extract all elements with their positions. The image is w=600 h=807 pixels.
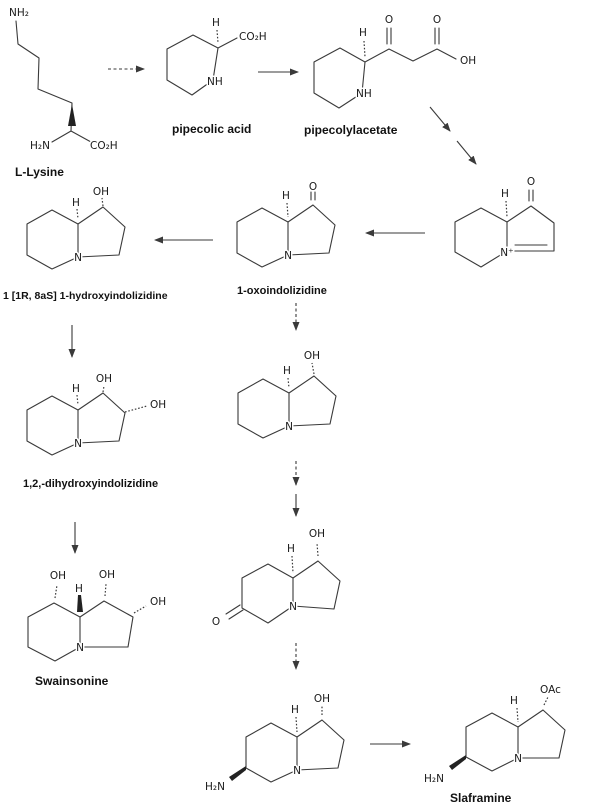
pipecolylacetate-stereo-bond <box>364 41 365 57</box>
oxoindolizidine-n-label: N <box>284 250 292 262</box>
hydroxyindolizidine2-oh-label: OH <box>303 350 321 362</box>
hydroxyindolizidine2-pentagon <box>289 376 336 426</box>
oxoindolizidine-hexagon <box>237 208 288 267</box>
swainsonine-oh2-stereo-bond <box>134 606 146 613</box>
dihydroxyindolizidine-pentagon <box>78 393 125 443</box>
l-lysine-h2n-label: H₂N <box>30 140 50 152</box>
structure-iminium-intermediate <box>455 176 554 267</box>
iminium-h-label: H <box>501 188 509 200</box>
l-lysine-wedge-bond <box>68 104 76 126</box>
amino-hydroxy-h-label: H <box>291 704 299 716</box>
oxoindolizidine-h-label: H <box>282 190 290 202</box>
dihydroxyindolizidine-n-label: N <box>74 438 82 450</box>
l-lysine-name: L-Lysine <box>15 165 64 179</box>
swainsonine-h-wedge-bond <box>77 595 83 612</box>
oxo-hydroxy-ketone-double-bond <box>226 605 243 619</box>
pipecolic-acid-stereo-bond <box>217 30 218 43</box>
dihydroxyindolizidine-oh2-stereo-bond <box>125 406 147 412</box>
reaction-arrows <box>72 69 476 744</box>
pipecolylacetate-nh-label: NH <box>356 88 372 100</box>
slaframine-hexagon <box>466 713 518 771</box>
hydroxyindolizidine2-h-label: H <box>283 365 291 377</box>
structure-1-hydroxyindolizidine <box>3 186 168 302</box>
pipecolic-acid-nh-label: NH <box>207 76 223 88</box>
slaframine-oac-stereo-bond <box>544 697 548 705</box>
arrow-pipecolylacetate-down-2 <box>457 141 476 164</box>
pipecolic-acid-h-label: H <box>212 17 220 29</box>
amino-hydroxy-oh-label: OH <box>313 693 331 705</box>
hydroxyindolizidine-oh-label: OH <box>92 186 110 198</box>
swainsonine-oh8-stereo-bond <box>55 585 57 598</box>
iminium-o-label: O <box>526 176 536 188</box>
swainsonine-oh1-label: OH <box>98 569 116 581</box>
hydroxyindolizidine2-hexagon <box>238 379 289 438</box>
l-lysine-co2h-label: CO₂H <box>90 140 118 152</box>
pipecolylacetate-oh-label: OH <box>460 55 477 67</box>
hydroxyindolizidine-hexagon <box>27 210 78 269</box>
slaframine-pentagon <box>518 710 565 758</box>
pipecolic-acid-ring <box>167 35 237 95</box>
oxoindolizidine-pentagon <box>288 205 335 255</box>
amino-hydroxy-h-stereo-bond <box>296 717 297 732</box>
structure-amino-hydroxyindolizidine <box>205 693 344 793</box>
structure-dihydroxyindolizidine <box>23 373 166 490</box>
hydroxyindolizidine-n-label: N <box>74 252 82 264</box>
structure-pipecolylacetate <box>304 14 476 137</box>
structure-pipecolic-acid <box>167 17 267 136</box>
oxo-hydroxy-n-label: N <box>289 601 297 613</box>
dihydroxyindolizidine-oh1-label: OH <box>95 373 113 385</box>
oxo-hydroxy-oh-stereo-bond <box>317 543 318 556</box>
slaframine-n-label: N <box>514 753 522 765</box>
hydroxyindolizidine-oh-stereo-bond <box>102 198 103 206</box>
dihydroxyindolizidine-h-label: H <box>72 383 80 395</box>
amino-hydroxy-pentagon <box>297 720 344 770</box>
structure-1-hydroxyindolizidine-branch <box>238 350 336 438</box>
structure-1-oxoindolizidine <box>237 181 335 297</box>
oxo-hydroxy-o-label: O <box>211 616 221 628</box>
pipecolylacetate-ketone-o-label: O <box>384 14 394 26</box>
swainsonine-h-label: H <box>75 583 83 595</box>
pipecolylacetate-name: pipecolylacetate <box>304 123 398 137</box>
oxo-hydroxy-h-stereo-bond <box>292 556 293 573</box>
iminium-stereo-bond <box>506 201 507 217</box>
swainsonine-oh1-stereo-bond <box>105 584 106 596</box>
l-lysine-skeleton <box>16 21 91 142</box>
oxo-hydroxy-oh-label: OH <box>308 528 326 540</box>
iminium-hexagon <box>455 208 507 267</box>
oxoindolizidine-stereo-bond <box>287 203 288 217</box>
slaframine-h2n-label: H₂N <box>424 773 444 785</box>
slaframine-oac-label: OAc <box>540 684 561 696</box>
slaframine-name: Slaframine <box>450 791 512 805</box>
pipecolylacetate-h-label: H <box>359 27 367 39</box>
structure-swainsonine <box>28 569 166 688</box>
oxoindolizidine-o-label: O <box>308 181 318 193</box>
pipecolic-acid-co2h-label: CO₂H <box>239 31 267 43</box>
l-lysine-nh2-label: NH₂ <box>9 7 29 19</box>
dihydroxyindolizidine-name: 1,2,-dihydroxyindolizidine <box>23 478 159 490</box>
pipecolylacetate-acid-double-bond <box>435 28 439 44</box>
amino-hydroxy-amine-wedge-bond <box>229 766 246 781</box>
oxo-hydroxy-pentagon <box>293 561 340 609</box>
iminium-n-plus-label: N⁺ <box>500 247 514 259</box>
dihydroxyindolizidine-oh1-stereo-bond <box>103 386 104 392</box>
pipecolylacetate-ketone-double-bond <box>387 28 391 44</box>
oxoindolizidine-ketone-double-bond <box>311 192 315 200</box>
swainsonine-name: Swainsonine <box>35 674 109 688</box>
hydroxyindolizidine2-h-stereo-bond <box>288 378 289 388</box>
amino-hydroxy-h2n-label: H₂N <box>205 781 225 793</box>
dihydroxyindolizidine-h-stereo-bond <box>77 395 78 405</box>
pipecolylacetate-chain <box>365 49 456 62</box>
amino-hydroxy-n-label: N <box>293 765 301 777</box>
dihydroxyindolizidine-oh2-label: OH <box>150 399 167 411</box>
iminium-pentagon <box>507 206 554 251</box>
hydroxyindolizidine2-n-label: N <box>285 421 293 433</box>
hydroxyindolizidine-h-label: H <box>72 197 80 209</box>
oxo-hydroxy-h-label: H <box>287 543 295 555</box>
hydroxyindolizidine-h-stereo-bond <box>77 209 78 219</box>
amino-hydroxy-hexagon <box>246 723 297 782</box>
pipecolylacetate-acid-o-label: O <box>432 14 442 26</box>
pipecolic-acid-name: pipecolic acid <box>172 122 252 136</box>
dihydroxyindolizidine-hexagon <box>27 396 78 455</box>
slaframine-amine-wedge-bond <box>449 755 466 770</box>
arrow-pipecolylacetate-down-1 <box>430 107 450 131</box>
swainsonine-oh2-label: OH <box>150 596 167 608</box>
iminium-ketone-double-bond <box>529 190 533 201</box>
slaframine-h-label: H <box>510 695 518 707</box>
structure-oxo-hydroxyindolizidine <box>212 528 340 628</box>
hydroxyindolizidine-pentagon <box>78 207 125 257</box>
structure-l-lysine <box>9 7 118 179</box>
oxo-hydroxy-hexagon <box>242 564 293 623</box>
structure-slaframine <box>424 684 565 805</box>
oxoindolizidine-name: 1-oxoindolizidine <box>237 285 327 297</box>
swainsonine-oh8-label: OH <box>49 570 67 582</box>
swainsonine-pentagon <box>80 601 133 647</box>
slaframine-h-stereo-bond <box>517 708 518 722</box>
hydroxyindolizidine2-oh-stereo-bond <box>312 363 314 374</box>
swainsonine-n-label: N <box>76 642 84 654</box>
hydroxyindolizidine-name: 1 [1R, 8aS] 1-hydroxyindolizidine <box>3 290 168 302</box>
swainsonine-hexagon <box>28 603 80 661</box>
